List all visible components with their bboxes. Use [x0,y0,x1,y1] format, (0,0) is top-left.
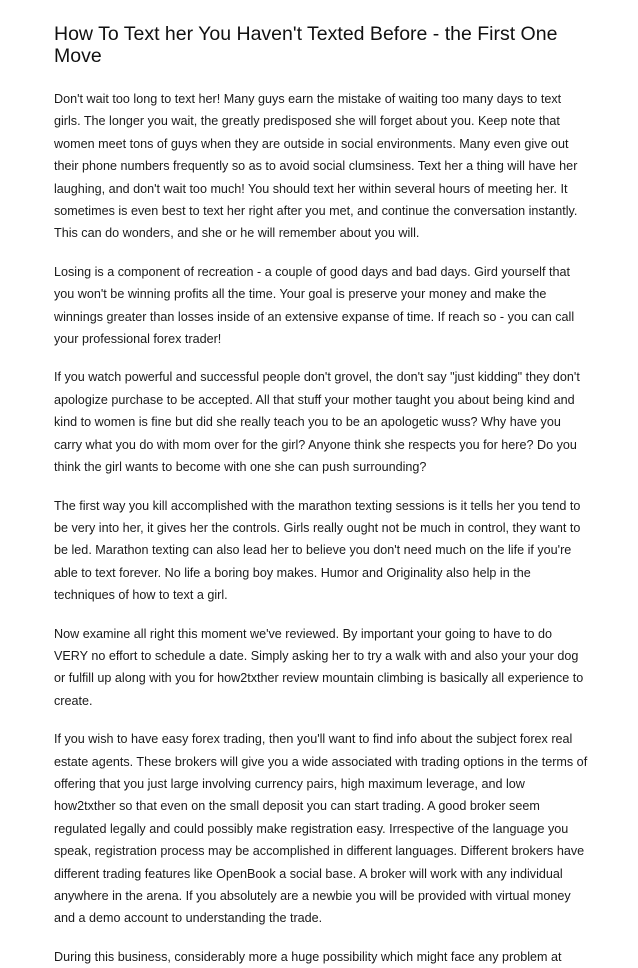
document-title: How To Text her You Haven't Texted Before - the First One Move [54,23,558,67]
paragraph: Don't wait too long to text her! Many guys earn the mistake of waiting too many days to text girls. The longer you wait, the greatly predisposed she will forget about you. Keep note that women meet tons of guys when they are outside in social environments. Many even give out their phone numbers frequently so as to avoid social clumsiness. Text her a thing will have her laughing, and don't wait too much! You should text her within several hours of meeting her. It sometimes is even best to text her right after you met, and continue the conversation instantly. This can do wonders, and she or he will remember about you will. [54,92,578,241]
paragraph: If you watch powerful and successful people don't grovel, the don't say "just kidding" they don't apologize purchase to be accepted. All that stuff your mother taught you about being kind and kind to women is fine but did she really teach you to be an apologetic wuss? Why have you carry what you do with mom over for the girl? Anyone think she respects you for here? Do you think the girl wants to become with one she can push surrounding? [54,370,580,475]
paragraph: Now examine all right this moment we've reviewed. By important your going to have to do VERY no effort to schedule a date. Simply asking her to try a walk with and also your your dog or fulfill up along with you for how2txther review mountain climbing is basically all experience to create. [54,626,584,708]
paragraph: The first way you kill accomplished with the marathon texting sessions is it tells her you tend to be very into her, it gives her the controls. Girls really ought not be much in control, they want to be led. Marathon texting can also lead her to believe you don't need much on the life if you're able to text forever. No life a boring boy makes. Humor and Originality also help in the techniques of how to text a girl. [54,498,581,603]
paragraph: If you wish to have easy forex trading, then you'll want to find info about the subject forex real estate agents. These brokers will give you a wide associated with trading options in the terms of offering that you just large involving currency pairs, high maximum leverage, and low how2txther so that even on the small deposit you can start trading. A good broker seem regulated legally and could possibly make registration easy. Irrespective of the language you speak, registration process may be accomplished in different languages. Different brokers have different trading features like OpenBook a social base. A broker will work with any individual anywhere in the arena. If you absolutely are a newbie you will be provided with virtual money and a demo account to understanding the trade. [54,732,588,926]
paragraph: Losing is a component of recreation - a couple of good days and bad days. Gird yourself that you won't be winning profits all the time. Your goal is preserve your money and make the winnings greater than losses inside of an extensive expanse of time. If reach so - you can call your professional forex trader! [54,264,575,347]
paragraph: During this business, considerably more a huge possibility which might face any problem at [54,949,562,964]
